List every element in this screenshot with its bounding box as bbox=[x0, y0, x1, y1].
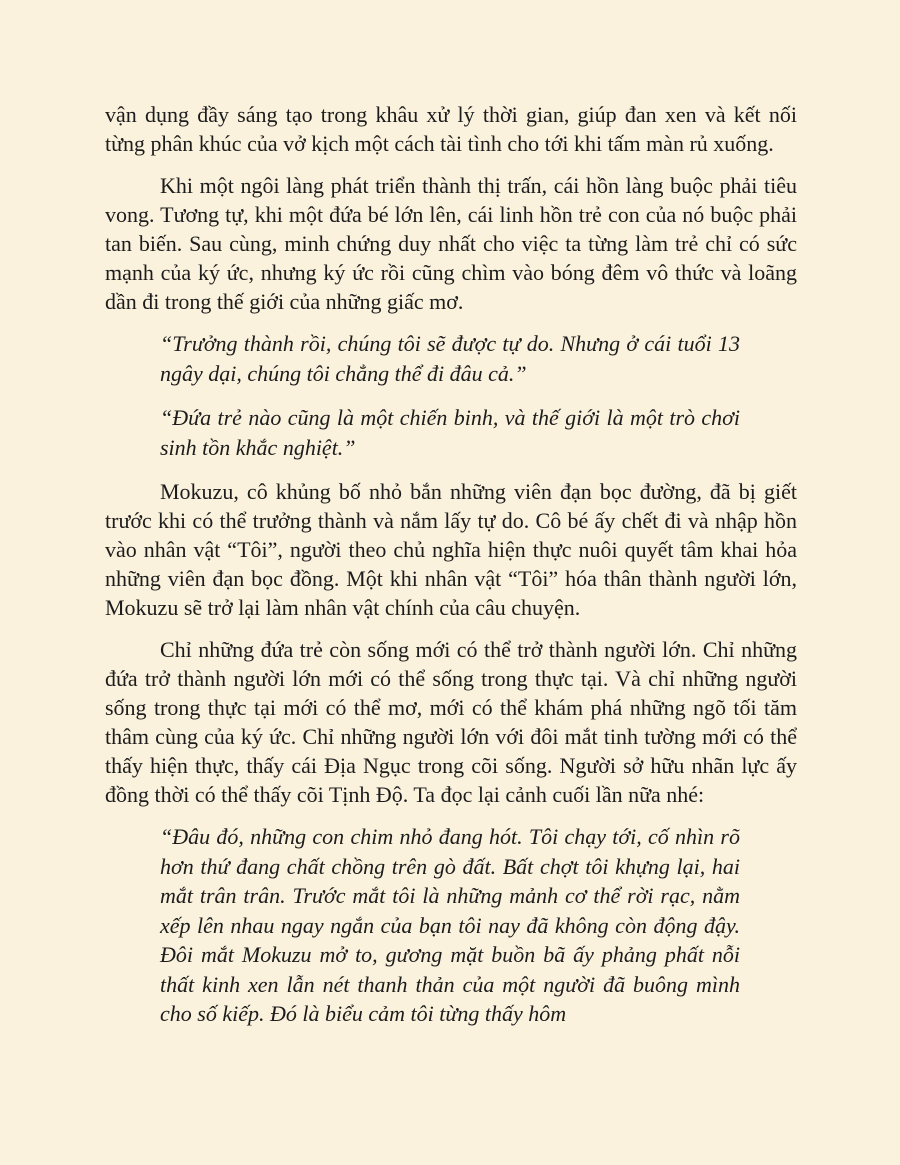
quote-paragraph-warrior: “Đứa trẻ nào cũng là một chiến binh, và thế giới là một trò chơi sinh tồn khắc nghiệt.” bbox=[160, 405, 740, 460]
quote-paragraph-freedom: “Trưởng thành rồi, chúng tôi sẽ được tự do. Nhưng ở cái tuổi 13 ngây dại, chúng tôi chẳng thể đi đâu cả.” bbox=[160, 331, 740, 386]
body-paragraph-village: Khi một ngôi làng phát triển thành thị trấn, cái hồn làng buộc phải tiêu vong. Tương tự, khi một đứa bé lớn lên, cái linh hồn trẻ con của nó buộc phải tan biến. Sau cùng, minh chứng duy nhất cho việc ta từng làm trẻ chỉ có sức mạnh của ký ức, nhưng ký ức rồi cũng chìm vào bóng đêm vô thức và loãng dần đi trong thế giới của những giấc mơ. bbox=[105, 173, 797, 314]
body-paragraph-mokuzu: Mokuzu, cô khủng bố nhỏ bắn những viên đạn bọc đường, đã bị giết trước khi có thể trưởng thành và nắm lấy tự do. Cô bé ấy chết đi và nhập hồn vào nhân vật “Tôi”, người theo chủ nghĩa hiện thực nuôi quyết tâm khai hỏa những viên đạn bọc đồng. Một khi nhân vật “Tôi” hóa thân thành người lớn, Mokuzu sẽ trở lại làm nhân vật chính của câu chuyện. bbox=[105, 479, 797, 620]
body-paragraph-adults: Chỉ những đứa trẻ còn sống mới có thể trở thành người lớn. Chỉ những đứa trở thành người lớn mới có thể sống trong thực tại. Và chỉ những người sống trong thực tại mới có thể mơ, mới có thể khám phá những ngõ tối tăm thâm cùng của ký ức. Chỉ những người lớn với đôi mắt tinh tường mới có thể thấy hiện thực, thấy cái Địa Ngục trong cõi sống. Người sở hữu nhãn lực ấy đồng thời có thể thấy cõi Tịnh Độ. Ta đọc lại cảnh cuối lần nữa nhé: bbox=[105, 637, 797, 807]
body-paragraph-continuation: vận dụng đầy sáng tạo trong khâu xử lý thời gian, giúp đan xen và kết nối từng phân khúc của vở kịch một cách tài tình cho tới khi tấm màn rủ xuống. bbox=[105, 102, 797, 156]
quote-paragraph-final-scene: “Đâu đó, những con chim nhỏ đang hót. Tôi chạy tới, cố nhìn rõ hơn thứ đang chất chồng trên gò đất. Bất chợt tôi khựng lại, hai mắt trân trân. Trước mắt tôi là những mảnh cơ thể rời rạc, nằm xếp lên nhau ngay ngắn của bạn tôi nay đã không còn động đậy. Đôi mắt Mokuzu mở to, gương mặt buồn bã ấy phảng phất nỗi thất kinh xen lẫn nét thanh thản của một người đã buông mình cho số kiếp. Đó là biểu cảm tôi từng thấy hôm bbox=[160, 824, 740, 1026]
page-text-block bbox=[105, 100, 797, 1029]
